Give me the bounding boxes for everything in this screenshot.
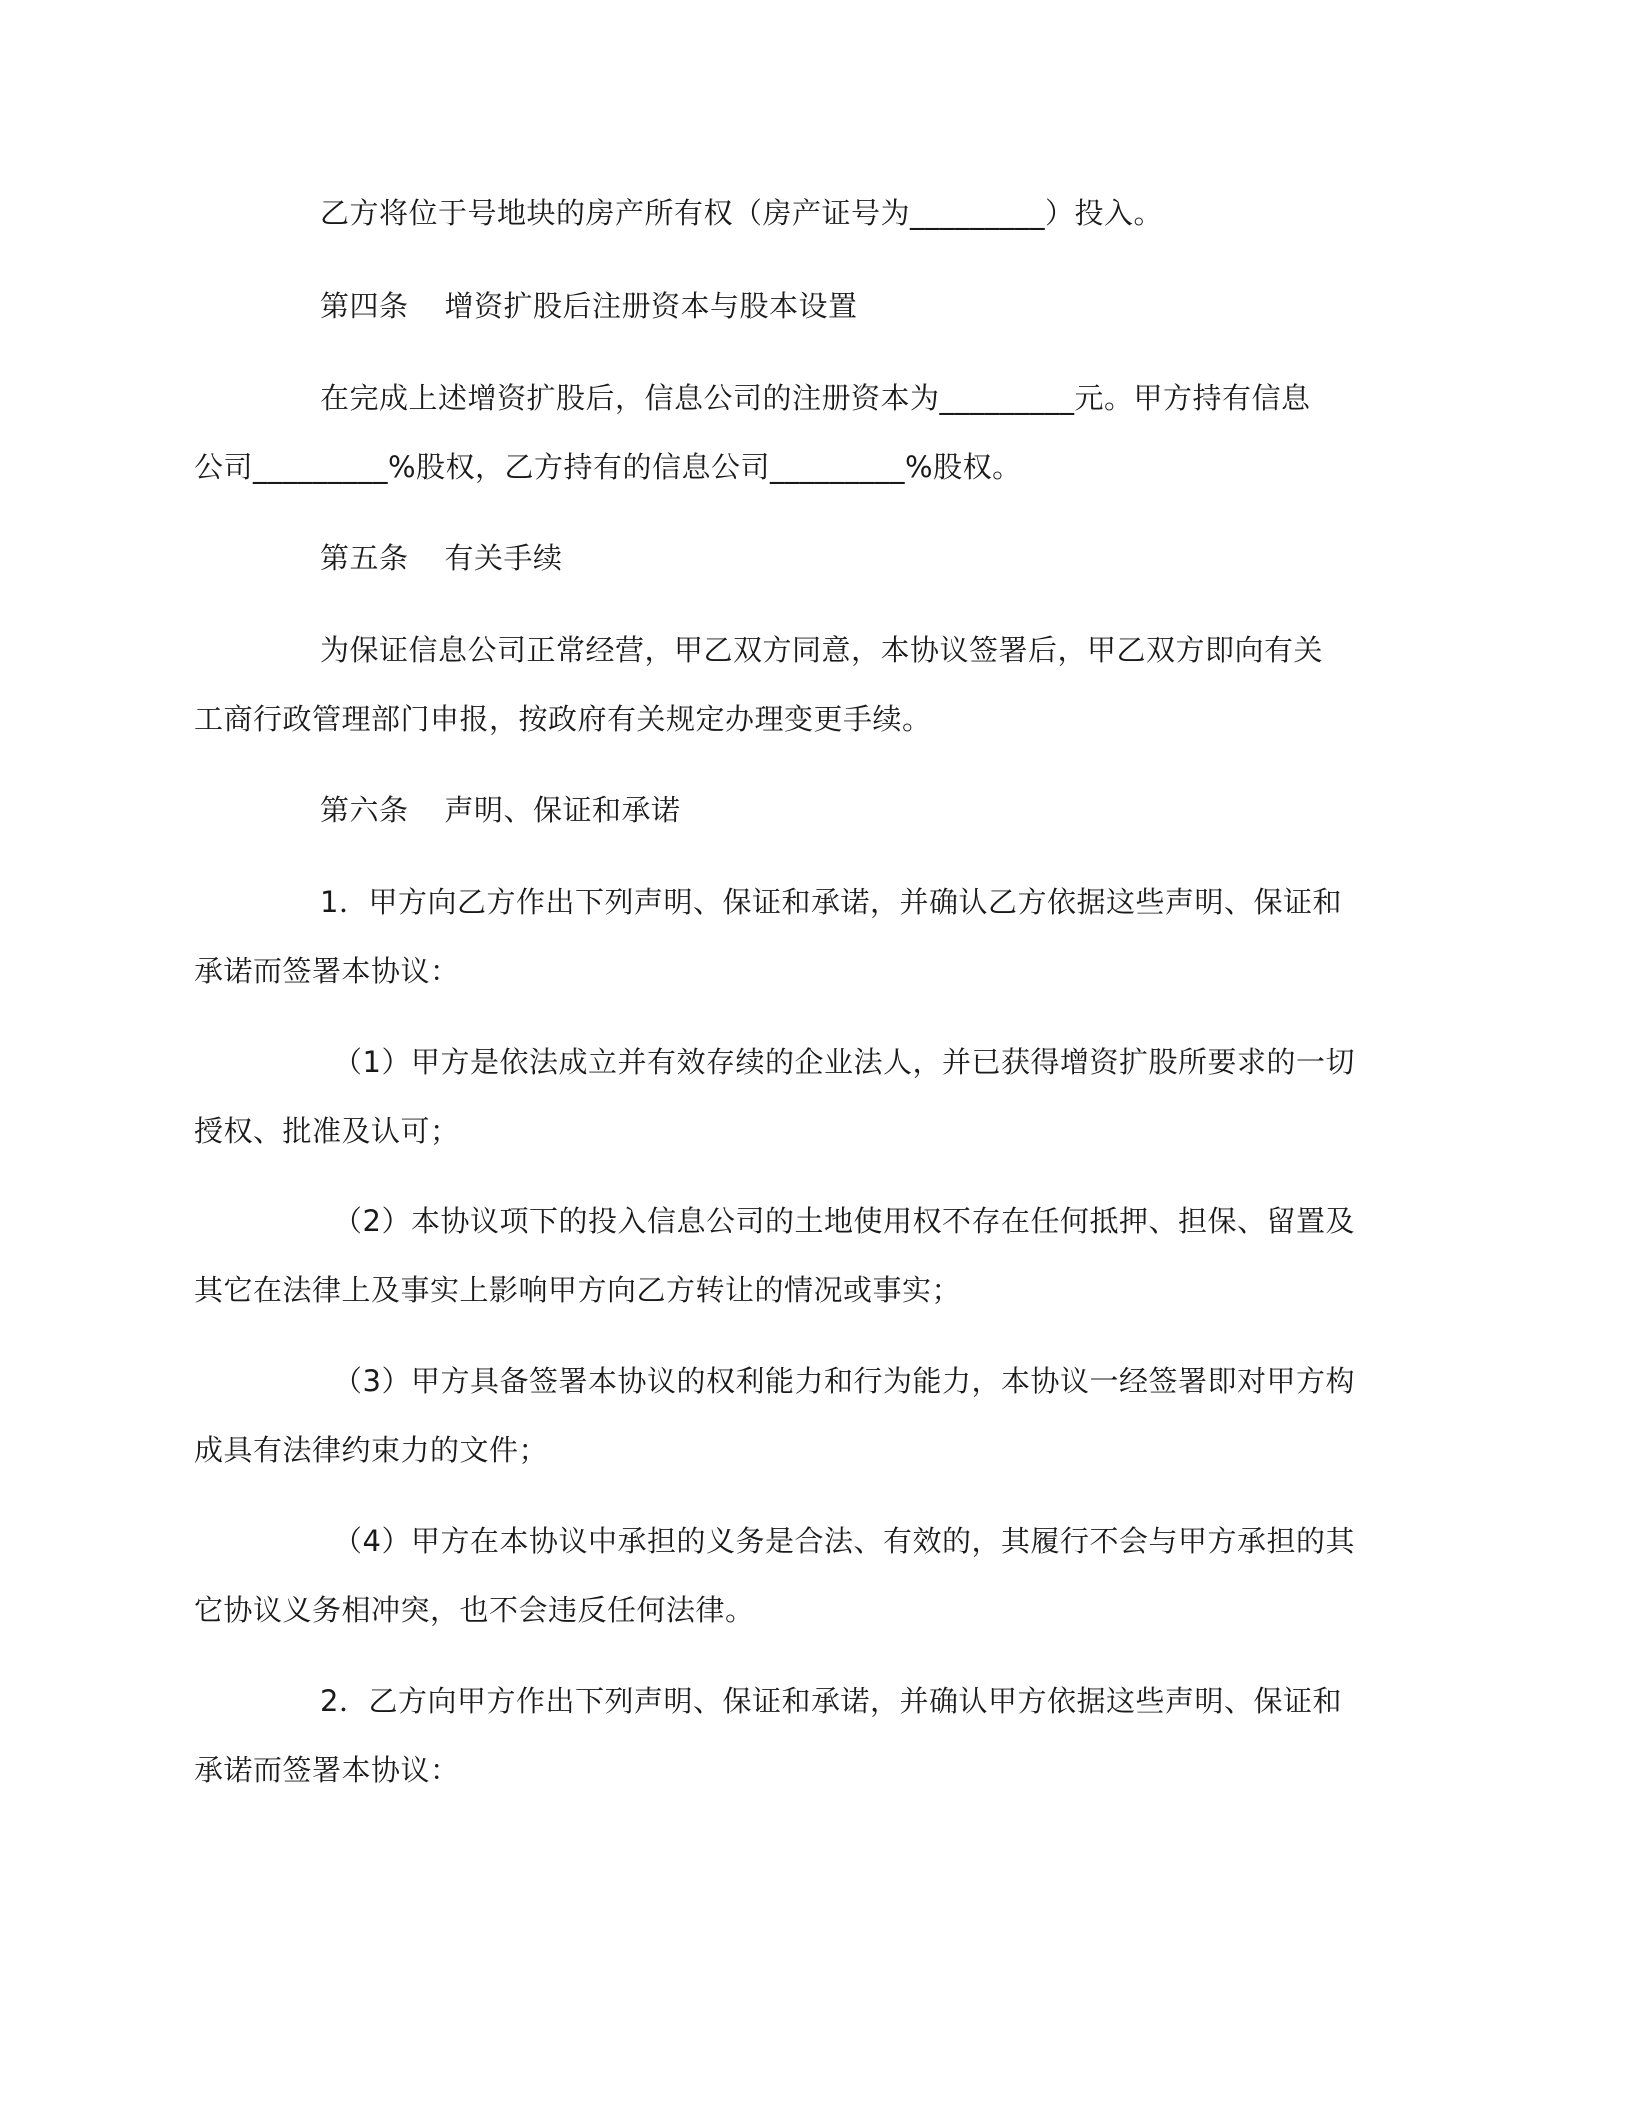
article-4-number: 第四条 [320, 289, 409, 323]
article-5-number: 第五条 [320, 541, 409, 575]
paragraph-procedures-line-2: 工商行政管理部门申报，按政府有关规定办理变更手续。 [194, 702, 932, 736]
clause-1-line-2: 承诺而签署本协议： [194, 954, 460, 988]
item-2-line-1: （2）本协议项下的投入信息公司的土地使用权不存在任何抵押、担保、留置及 [333, 1204, 1355, 1238]
paragraph-capital-line-2: 公司_________%股权，乙方持有的信息公司_________%股权。 [194, 450, 1022, 484]
item-1-line-1: （1）甲方是依法成立并有效存续的企业法人，并已获得增资扩股所要求的一切 [333, 1045, 1355, 1079]
article-4-heading [320, 286, 1560, 326]
item-1-line-2: 授权、批准及认可； [194, 1114, 460, 1148]
article-5-title: 有关手续 [444, 541, 563, 575]
article-5-heading [320, 538, 1560, 578]
clause-1-line-1: 1．甲方向乙方作出下列声明、保证和承诺，并确认乙方依据这些声明、保证和 [320, 885, 1342, 919]
article-4-title: 增资扩股后注册资本与股本设置 [444, 289, 858, 323]
article-6-number: 第六条 [320, 793, 409, 827]
clause-2-line-2: 承诺而签署本协议： [194, 1753, 460, 1787]
item-2-line-2: 其它在法律上及事实上影响甲方向乙方转让的情况或事实； [194, 1273, 962, 1307]
clause-2-line-1: 2．乙方向甲方作出下列声明、保证和承诺，并确认甲方依据这些声明、保证和 [320, 1684, 1342, 1718]
item-3-line-2: 成具有法律约束力的文件； [194, 1433, 549, 1467]
paragraph-property-contribution: 乙方将位于号地块的房产所有权（房产证号为_________）投入。 [320, 196, 1164, 230]
paragraph-capital-line-1: 在完成上述增资扩股后，信息公司的注册资本为_________元。甲方持有信息 [320, 381, 1311, 415]
item-3-line-1: （3）甲方具备签署本协议的权利能力和行为能力，本协议一经签署即对甲方构 [333, 1364, 1355, 1398]
item-4-line-2: 它协议义务相冲突，也不会违反任何法律。 [194, 1593, 755, 1627]
article-6-title: 声明、保证和承诺 [444, 793, 681, 827]
article-6-heading [320, 790, 1560, 830]
item-4-line-1: （4）甲方在本协议中承担的义务是合法、有效的，其履行不会与甲方承担的其 [333, 1524, 1355, 1558]
paragraph-procedures-line-1: 为保证信息公司正常经营，甲乙双方同意，本协议签署后，甲乙双方即向有关 [320, 633, 1324, 667]
